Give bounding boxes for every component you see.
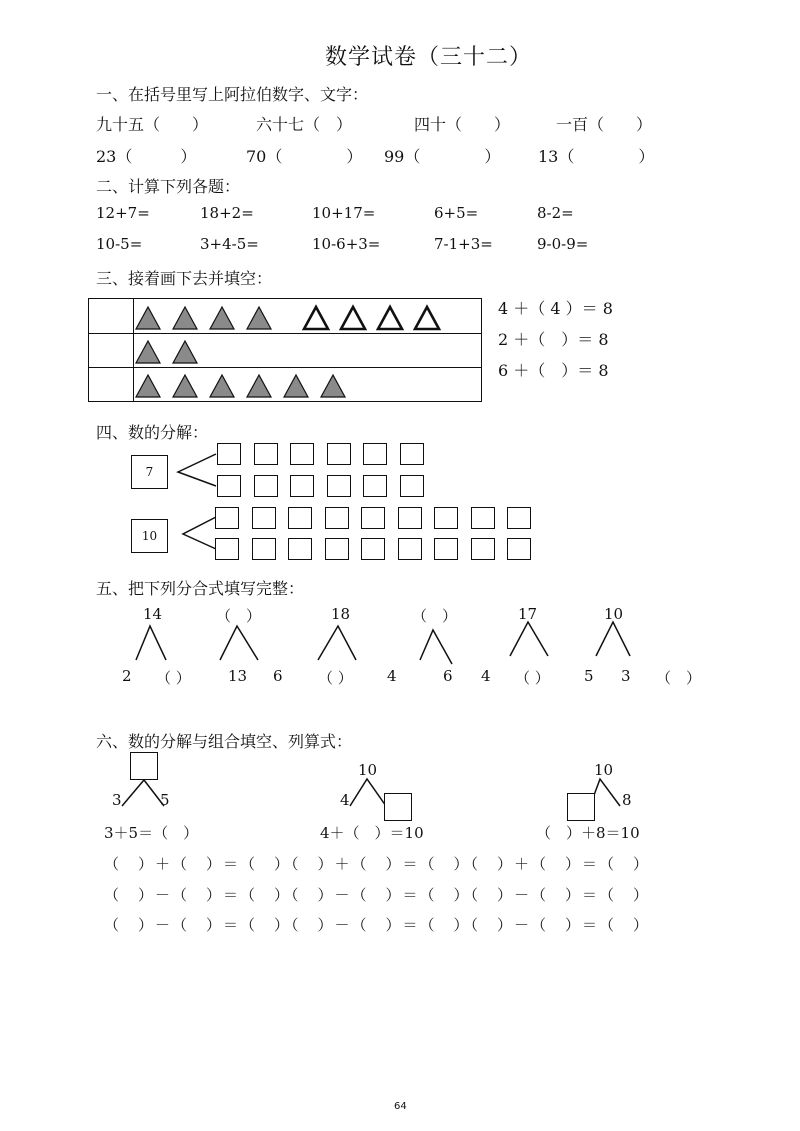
decompose-number-box: 10 (131, 519, 168, 553)
s5-bottom: 6 (443, 667, 453, 685)
section-6-heading: 六、数的分解与组合填空、列算式： (96, 732, 353, 751)
s6-equation-row: （ ）－（ ）＝（ ）（ ）－（ ）＝（ ）（ ）－（ ）＝（ ） (104, 916, 651, 934)
s6-left: 3 (112, 791, 122, 809)
s2-problem: 8-2= (537, 204, 574, 222)
s2-problem: 10-5= (96, 235, 143, 253)
s2-problem: 9-0-9= (537, 235, 589, 253)
decompose-number-box: 7 (131, 455, 168, 489)
s5-bottom: 4 (481, 667, 491, 685)
s6-fill: 3＋5＝（ ） (104, 824, 199, 842)
section-1-heading: 一、在括号里写上阿拉伯数字、文字： (96, 85, 369, 104)
s1-item: 九十五（ ） (96, 115, 209, 134)
s1-item: 六十七（ ） (256, 115, 353, 134)
page-number: 64 (394, 1101, 407, 1112)
s5-top: 10 (604, 605, 624, 623)
s5-top: （ ） (216, 607, 262, 625)
s5-bottom: 4 (387, 667, 397, 685)
s5-bottom: 6 (273, 667, 283, 685)
section-4-heading: 四、数的分解： (96, 423, 209, 442)
s5-bottom: 5 (584, 667, 594, 685)
section-2-heading: 二、计算下列各题： (96, 177, 241, 196)
section-5-heading: 五、把下列分合式填写完整： (96, 579, 305, 598)
s6-equation-row: （ ）－（ ）＝（ ）（ ）－（ ）＝（ ）（ ）－（ ）＝（ ） (104, 886, 651, 904)
s3-equation: 4 ＋（ 4 ）＝ 8 (498, 299, 613, 318)
s5-top: 18 (331, 605, 351, 623)
s1-item: 13（ ） (538, 147, 655, 166)
s6-top: 10 (358, 761, 378, 779)
s5-top: （ ） (412, 607, 458, 625)
s1-item: 99（ ） (384, 147, 501, 166)
s5-bottom: （ ） (318, 669, 353, 687)
s5-bottom: 2 (122, 667, 132, 685)
s5-bottom: 13 (228, 667, 248, 685)
s2-problem: 3+4-5= (200, 235, 259, 253)
s5-bottom: （ ） (515, 669, 550, 687)
s5-bottom: （ ） (156, 669, 191, 687)
s1-item: 23（ ） (96, 147, 197, 166)
section-3-heading: 三、接着画下去并填空： (96, 269, 273, 288)
s6-answer-box (384, 793, 412, 821)
s1-item: 70（ ） (246, 147, 363, 166)
s2-problem: 10+17= (312, 204, 376, 222)
s6-fill: （ ）＋8＝10 (536, 824, 640, 842)
s2-problem: 12+7= (96, 204, 150, 222)
s6-right: 5 (160, 791, 170, 809)
s6-answer-box (567, 793, 595, 821)
s5-bottom: （ ） (656, 669, 702, 687)
s5-bottom: 3 (621, 667, 631, 685)
s6-right: 8 (622, 791, 632, 809)
page-title: 数学试卷（三十二） (325, 45, 533, 70)
s2-problem: 7-1+3= (434, 235, 493, 253)
s6-equation-row: （ ）＋（ ）＝（ ）（ ）＋（ ）＝（ ）（ ）＋（ ）＝（ ） (104, 855, 651, 873)
s6-top: 10 (594, 761, 614, 779)
s1-item: 四十（ ） (414, 115, 511, 134)
s2-problem: 6+5= (434, 204, 479, 222)
s2-problem: 18+2= (200, 204, 254, 222)
s6-left: 4 (340, 791, 350, 809)
s1-item: 一百（ ） (556, 115, 653, 134)
s2-problem: 10-6+3= (312, 235, 381, 253)
s3-equation: 2 ＋（ ）＝ 8 (498, 330, 609, 349)
s5-top: 17 (518, 605, 538, 623)
s5-top: 14 (143, 605, 163, 623)
s3-equation: 6 ＋（ ）＝ 8 (498, 361, 609, 380)
s6-fill: 4＋（ ）＝10 (320, 824, 424, 842)
